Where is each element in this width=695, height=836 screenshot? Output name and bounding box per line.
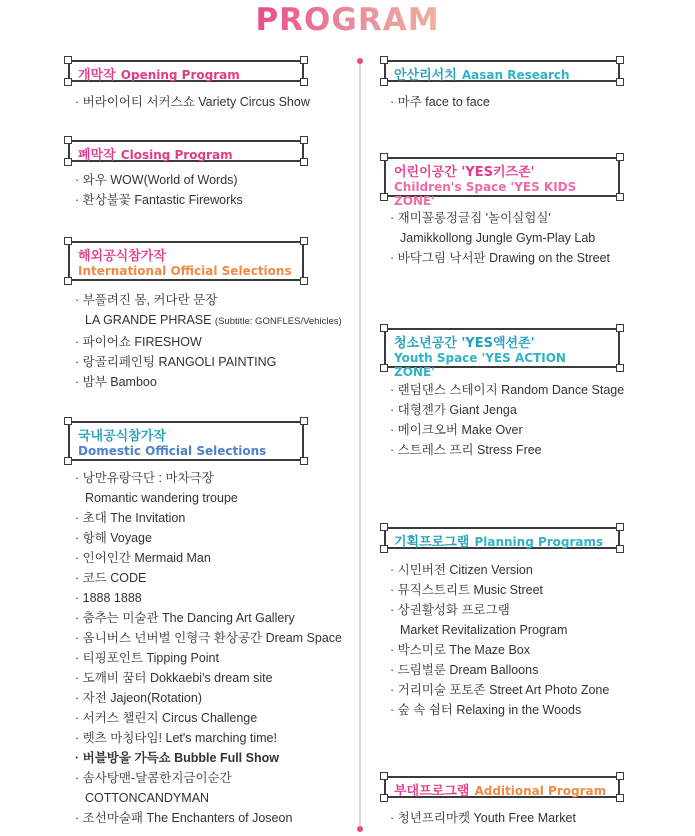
list-item: Market Revitalization Program xyxy=(400,623,568,637)
youth-space-header xyxy=(384,328,620,379)
list-item: · 파이어쇼 FIRESHOW xyxy=(75,335,202,349)
list-item xyxy=(75,310,342,332)
additional-program-list xyxy=(390,808,576,828)
section-title-en: International Official Selections xyxy=(78,264,292,278)
list-item: Romantic wandering troupe xyxy=(85,491,238,505)
section-title-ko: 폐막작 xyxy=(78,148,116,163)
list-item: · 대형젠가 Giant Jenga xyxy=(390,403,517,417)
opening-program-list xyxy=(75,92,310,112)
domestic-selections-header xyxy=(68,421,304,461)
section-title-ko: 어린이공간 'YES키즈존' xyxy=(394,165,535,180)
list-item: · 와우 WOW(World of Words) xyxy=(75,173,238,187)
divider-dot xyxy=(357,826,363,832)
additional-program-header xyxy=(384,776,620,798)
list-item: · 시민버전 Citizen Version xyxy=(390,563,533,577)
list-item: · 바닥그림 낙서판 Drawing on the Street xyxy=(390,251,611,265)
international-selections-header xyxy=(68,241,304,281)
list-item: · 초대 The Invitation xyxy=(75,511,186,525)
section-title-ko: 안산리서치 xyxy=(394,68,457,83)
children-space-header xyxy=(384,157,620,208)
section-title-ko: 기획프로그램 xyxy=(394,535,470,550)
section-title-ko: 개막작 xyxy=(78,68,116,83)
list-item: · 낭만유랑극단 : 마차극장 xyxy=(75,471,214,485)
asan-research-header xyxy=(384,60,620,82)
section-title-en: Aasan Research xyxy=(461,68,570,82)
list-item: · 1888 1888 xyxy=(75,591,142,605)
list-item: · 도깨비 꿈터 Dokkaebi's dream site xyxy=(75,671,273,685)
list-item: · 청년프리마켓 Youth Free Market xyxy=(390,811,576,825)
list-item: · 옴니버스 넌버벌 인형극 환상공간 Dream Space xyxy=(75,631,342,645)
list-item: · 자전 Jajeon(Rotation) xyxy=(75,691,202,705)
page-title: PROGRAM xyxy=(255,2,440,38)
section-title-ko: 국내공식참가작 xyxy=(78,429,166,444)
list-item: · 티핑포인트 Tipping Point xyxy=(75,651,219,665)
section-title-en: Youth Space 'YES ACTION ZONE' xyxy=(394,351,566,379)
list-item: · 상권활성화 프로그램 xyxy=(390,603,510,617)
international-selections-list xyxy=(75,290,342,392)
section-title-ko: 부대프로그램 xyxy=(394,784,470,799)
list-item: · 서커스 챌린지 Circus Challenge xyxy=(75,711,258,725)
youth-space-list xyxy=(390,380,624,460)
list-item: · 랑골리페인팅 RANGOLI PAINTING xyxy=(75,355,277,369)
section-title-en: Opening Program xyxy=(120,68,240,82)
list-item: · 버라이어티 서커스쇼 Variety Circus Show xyxy=(75,95,310,109)
section-title-en: Domestic Official Selections xyxy=(78,444,267,458)
list-item: · 버블방울 가득쇼 Bubble Full Show xyxy=(75,751,279,765)
list-item-text: LA GRANDE PHRASE xyxy=(85,313,212,327)
divider-dot xyxy=(357,58,363,64)
list-item: · 부풀려진 몸, 커다란 문장 xyxy=(75,293,218,307)
list-item: · 드림벌룬 Dream Balloons xyxy=(390,663,539,677)
list-item: · 렛츠 마칭타임! Let's marching time! xyxy=(75,731,277,745)
list-item: · 숲 속 쉼터 Relaxing in the Woods xyxy=(390,703,582,717)
list-item: · 항해 Voyage xyxy=(75,531,152,545)
list-item: COTTONCANDYMAN xyxy=(85,791,210,805)
list-item: · 거리미술 포토존 Street Art Photo Zone xyxy=(390,683,610,697)
section-title-en: Additional Program xyxy=(474,784,607,798)
list-item: · 마주 face to face xyxy=(390,95,490,109)
list-item: · 조선마술패 The Enchanters of Joseon xyxy=(75,811,293,825)
section-title-en: Planning Programs xyxy=(474,535,604,549)
list-item: Jamikkollong Jungle Gym-Play Lab xyxy=(400,231,596,245)
list-item: · 밤부 Bamboo xyxy=(75,375,157,389)
asan-research-list xyxy=(390,92,490,112)
column-divider xyxy=(359,58,361,832)
planning-programs-header xyxy=(384,527,620,549)
list-item: · 춤추는 미술관 The Dancing Art Gallery xyxy=(75,611,295,625)
list-item: · 환상불꽃 Fantastic Fireworks xyxy=(75,193,243,207)
section-title-en: Closing Program xyxy=(120,148,233,162)
section-title-ko: 해외공식참가작 xyxy=(78,249,166,264)
domestic-selections-list xyxy=(75,468,342,828)
list-item-subtitle: (Subtitle: GONFLES/Vehicles) xyxy=(214,316,342,327)
children-space-list xyxy=(390,208,610,268)
section-title-en: Children's Space 'YES KIDS ZONE' xyxy=(394,180,577,208)
section-title-ko: 청소년공간 'YES액션존' xyxy=(394,336,535,351)
list-item: · 재미꼴롱정글짐 '놀이실험실' xyxy=(390,211,551,225)
list-item: · 박스미로 The Maze Box xyxy=(390,643,530,657)
planning-programs-list xyxy=(390,560,609,720)
list-item: · 솜사탕맨-달콤한지금이순간 xyxy=(75,771,232,785)
list-item: · 코드 CODE xyxy=(75,571,147,585)
closing-program-header xyxy=(68,140,304,162)
list-item: · 인어인간 Mermaid Man xyxy=(75,551,211,565)
list-item: · 스트레스 프리 Stress Free xyxy=(390,443,542,457)
list-item: · 랜덤댄스 스테이지 Random Dance Stage xyxy=(390,383,625,397)
closing-program-list xyxy=(75,170,243,210)
list-item: · 메이크오버 Make Over xyxy=(390,423,523,437)
opening-program-header xyxy=(68,60,304,82)
list-item: · 뮤직스트리트 Music Street xyxy=(390,583,544,597)
